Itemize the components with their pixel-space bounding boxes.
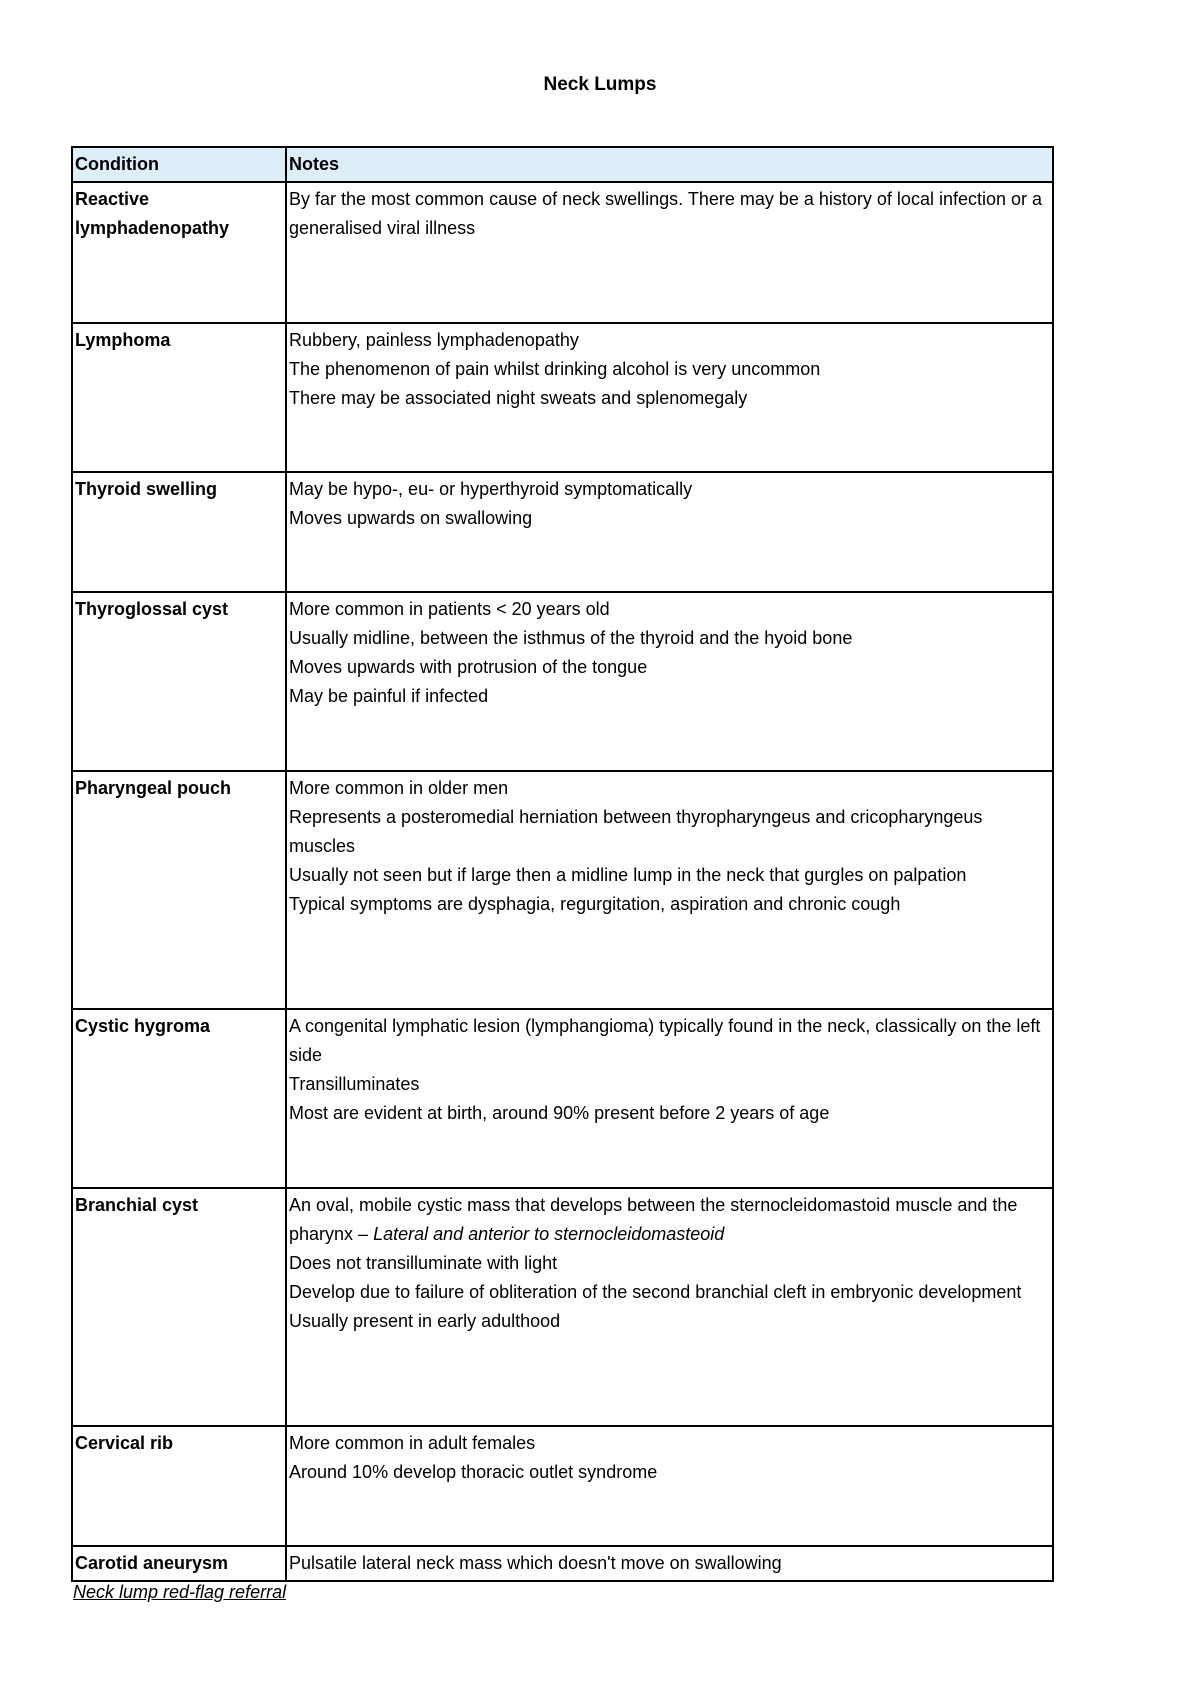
note-text: An oval, mobile cystic mass that develops between the sternocleidomastoid muscle and the pharynx –: [289, 1195, 1018, 1244]
column-header-condition: Condition: [72, 147, 286, 182]
page-title: Neck Lumps: [543, 74, 657, 95]
note-line: Transilluminates: [289, 1074, 420, 1094]
note-line: Moves upwards on swallowing: [289, 508, 533, 528]
note-line: Develop due to failure of obliteration of the second branchial cleft in embryonic development: [289, 1282, 1022, 1302]
note-line: Most are evident at birth, around 90% present before 2 years of age: [289, 1103, 830, 1123]
note-line: Represents a posteromedial herniation between thyropharyngeus and cricopharyngeus muscles: [289, 807, 983, 856]
condition-cell: Reactive lymphadenopathy: [72, 182, 286, 323]
neck-lumps-table: [71, 146, 1054, 1582]
column-header-notes: Notes: [286, 147, 1053, 182]
note-line: Rubbery, painless lymphadenopathy: [289, 330, 579, 350]
condition-cell: Cystic hygroma: [72, 1009, 286, 1188]
note-line: Usually midline, between the isthmus of the thyroid and the hyoid bone: [289, 628, 853, 648]
note-line: Typical symptoms are dysphagia, regurgitation, aspiration and chronic cough: [289, 894, 901, 914]
note-italic-text: Lateral and anterior to sternocleidomasteoid: [373, 1224, 725, 1244]
note-line: There may be associated night sweats and splenomegaly: [289, 388, 748, 408]
condition-cell: Branchial cyst: [72, 1188, 286, 1426]
note-line: May be painful if infected: [289, 686, 489, 706]
note-line: The phenomenon of pain whilst drinking alcohol is very uncommon: [289, 359, 821, 379]
note-line: More common in patients < 20 years old: [289, 599, 610, 619]
condition-cell: Carotid aneurysm: [72, 1546, 286, 1581]
condition-cell: Thyroglossal cyst: [72, 592, 286, 771]
table-row: [72, 1188, 1053, 1426]
table-header-row: [72, 147, 1053, 182]
notes-cell: [286, 1426, 1053, 1546]
table-row: [72, 1546, 1053, 1581]
notes-cell: [286, 1188, 1053, 1426]
notes-cell: [286, 323, 1053, 472]
table-row: [72, 182, 1053, 323]
notes-cell: [286, 182, 1053, 323]
note-line: Around 10% develop thoracic outlet syndrome: [289, 1462, 658, 1482]
table-row: [72, 1009, 1053, 1188]
note-line: Moves upwards with protrusion of the tongue: [289, 657, 648, 677]
table-row: [72, 472, 1053, 592]
notes-cell: [286, 771, 1053, 1009]
note-line: Usually not seen but if large then a midline lump in the neck that gurgles on palpation: [289, 865, 967, 885]
note-line: Usually present in early adulthood: [289, 1311, 561, 1331]
notes-cell: [286, 1009, 1053, 1188]
condition-cell: Cervical rib: [72, 1426, 286, 1546]
condition-cell: Lymphoma: [72, 323, 286, 472]
note-line: Pulsatile lateral neck mass which doesn't move on swallowing: [289, 1553, 782, 1573]
note-line: Does not transilluminate with light: [289, 1253, 558, 1273]
notes-cell: [286, 1546, 1053, 1581]
table-row: [72, 771, 1053, 1009]
note-line: [289, 1191, 1050, 1249]
table-row: [72, 323, 1053, 472]
table-row: [72, 1426, 1053, 1546]
table-row: [72, 592, 1053, 771]
notes-cell: [286, 592, 1053, 771]
note-line: More common in older men: [289, 778, 509, 798]
note-line: More common in adult females: [289, 1433, 536, 1453]
condition-cell: Pharyngeal pouch: [72, 771, 286, 1009]
red-flag-referral-link[interactable]: Neck lump red-flag referral: [73, 1582, 287, 1602]
notes-cell: [286, 472, 1053, 592]
condition-cell: Thyroid swelling: [72, 472, 286, 592]
note-line: May be hypo-, eu- or hyperthyroid symptomatically: [289, 479, 693, 499]
note-line: A congenital lymphatic lesion (lymphangioma) typically found in the neck, classically on the left side: [289, 1016, 1041, 1065]
note-line: By far the most common cause of neck swellings. There may be a history of local infection or a generalised viral illness: [289, 189, 1043, 238]
